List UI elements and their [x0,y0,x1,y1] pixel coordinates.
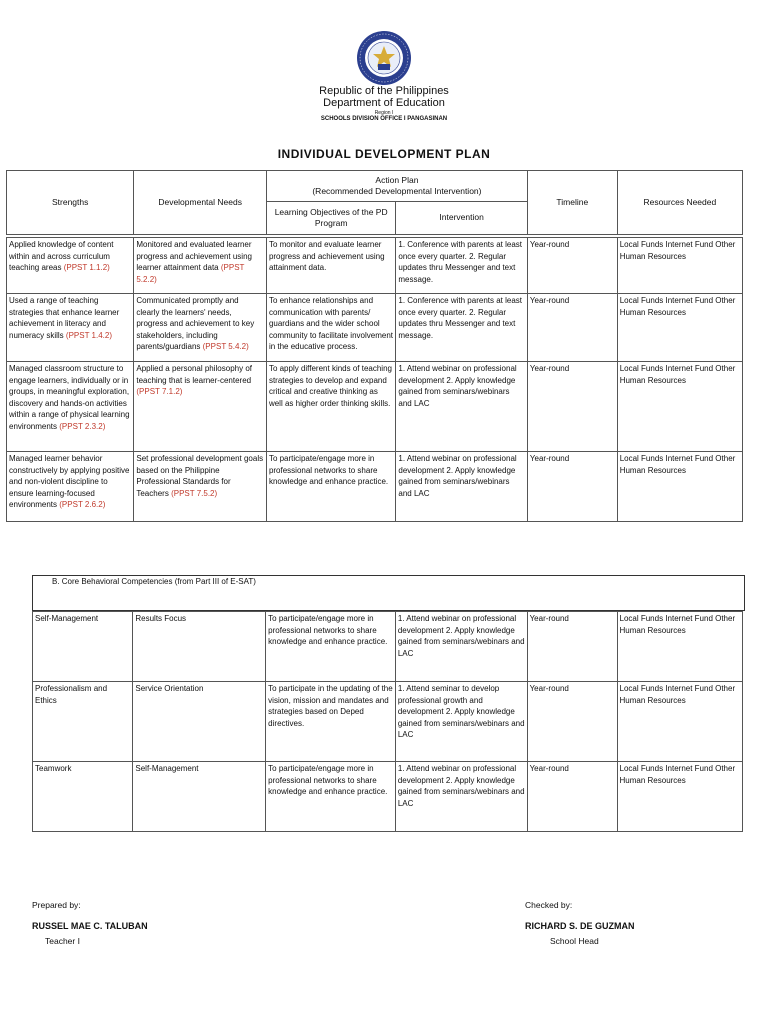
cell-need: Results Focus [133,612,266,682]
cell-need [134,238,267,294]
ppst-code: (PPST 1.1.2) [63,263,110,272]
strength-text: Managed classroom structure to engage learners, individually or in groups, in meaningful exploration, discovery and hands-on activities within a range of physical learning environments [9,364,130,431]
cell-objective: To participate/engage more in professional networks to share knowledge and enhance practice. [266,612,396,682]
header-timeline: Timeline [527,171,617,235]
ppst-code: (PPST 5.2.2) [136,263,245,284]
cell-objective: To participate in the updating of the vision, mission and mandates and strategies based on Deped directives. [266,682,396,762]
ppst-code: (PPST 7.1.2) [136,387,183,396]
cell-resources: Local Funds Internet Fund Other Human Resources [617,762,743,832]
ppst-code: (PPST 2.6.2) [59,500,106,509]
cell-strength [7,452,134,522]
cell-intervention: 1. Attend webinar on professional development 2. Apply knowledge gained from seminars/webinars and LAC [396,452,528,522]
cell-timeline: Year-round [527,294,617,362]
cell-resources: Local Funds Internet Fund Other Human Resources [617,682,743,762]
cell-need [134,362,267,452]
table-row [7,452,743,522]
ppst-code: (PPST 7.5.2) [171,488,218,498]
core-competencies-table [32,611,743,832]
prepared-by-name: RUSSEL MAE C. TALUBAN [32,921,148,931]
need-text: Monitored and evaluated learner progress and achievement using learner attainment data [136,240,252,272]
cell-objective: To participate/engage more in professional networks to share knowledge and enhance practice. [266,452,395,522]
checked-by-name: RICHARD S. DE GUZMAN [525,921,635,931]
cell-resources: Local Funds Internet Fund Other Human Resources [617,612,743,682]
prepared-by-label: Prepared by: [32,900,81,910]
header-intervention: Intervention [396,202,528,235]
ppst-code: (PPST 5.4.2) [202,342,249,351]
cell-timeline: Year-round [527,238,617,294]
cell-timeline: Year-round [527,362,617,452]
cell-intervention: 1. Attend webinar on professional development 2. Apply knowledge gained from seminars/webinars and LAC [395,762,527,832]
table-row [33,612,743,682]
header-department: Department of Education [323,97,445,109]
idp-table [6,170,743,522]
table-row [33,682,743,762]
cell-competency: Teamwork [33,762,133,832]
cell-objective: To participate/engage more in professional networks to share knowledge and enhance practice. [266,762,396,832]
cell-resources: Local Funds Internet Fund Other Human Resources [617,294,742,362]
ppst-code: (PPST 1.4.2) [65,330,113,340]
header-action-plan-line2: (Recommended Developmental Intervention) [312,186,482,196]
cell-objective: To enhance relationships and communication with parents/ guardians and the wider school community to facilitate involvement in the educative process. [266,294,395,362]
cell-intervention: 1. Conference with parents at least once every quarter. 2. Regular updates thru Messenger and text message. [396,238,528,294]
table-row [7,362,743,452]
cell-strength [7,294,134,362]
prepared-by-role: Teacher I [45,936,80,946]
cell-need: Service Orientation [133,682,266,762]
header-division: SCHOOLS DIVISION OFFICE I PANGASINAN [320,116,448,122]
header-learning-objectives: Learning Objectives of the PD Program [266,202,395,235]
ppst-code: (PPST 2.3.2) [59,421,106,431]
header-resources: Resources Needed [617,171,742,235]
section-b-heading: B. Core Behavioral Competencies (from Part III of E-SAT) [52,577,256,586]
cell-competency: Professionalism and Ethics [33,682,133,762]
table-row [7,294,743,362]
cell-resources: Local Funds Internet Fund Other Human Resources [617,362,742,452]
cell-competency: Self-Management [33,612,133,682]
header-action-plan [266,171,527,202]
strength-text: Used a range of teaching strategies that enhance learner achievement in literacy and numeracy skills [9,296,120,340]
cell-need [134,452,267,522]
cell-intervention: 1. Attend seminar to develop professional growth and development 2. Apply knowledge gained from seminars/webinars and LAC [395,682,527,762]
cell-resources: Local Funds Internet Fund Other Human Resources [617,452,742,522]
cell-strength [7,362,134,452]
header-region: Region I [374,110,394,116]
cell-intervention: 1. Attend webinar on professional development 2. Apply knowledge gained from seminars/webinars and LAC [395,612,527,682]
document-title: INDIVIDUAL DEVELOPMENT PLAN [277,147,491,161]
cell-intervention: 1. Attend webinar on professional development 2. Apply knowledge gained from seminars/webinars and LAC [396,362,528,452]
cell-objective: To monitor and evaluate learner progress and achievement using attainment data. [266,238,395,294]
header-developmental-needs: Developmental Needs [134,171,267,235]
cell-timeline: Year-round [527,682,617,762]
checked-by-role: School Head [550,936,599,946]
need-text: Communicated promptly and clearly the learners' needs, progress and achievement to key stakeholders, including parents/guardians [136,296,255,351]
header-strengths: Strengths [7,171,134,235]
cell-strength [7,238,134,294]
header-action-plan-line1: Action Plan [375,174,419,185]
checked-by-label: Checked by: [525,900,573,910]
cell-timeline: Year-round [527,762,617,832]
cell-need [134,294,267,362]
need-text: Set professional development goals based on the Philippine Professional Standards for Teachers [136,454,264,498]
cell-intervention: 1. Conference with parents at least once every quarter. 2. Regular updates thru Messenger and text message. [396,294,528,362]
cell-need: Self-Management [133,762,266,832]
table-row [33,762,743,832]
table-row [7,238,743,294]
need-text: Applied a personal philosophy of teaching that is learner-centered [136,364,252,385]
cell-objective: To apply different kinds of teaching strategies to develop and expand critical and creative thinking as well as higher order thinking skills. [266,362,395,452]
header-republic: Republic of the Philippines [319,85,449,97]
cell-resources: Local Funds Internet Fund Other Human Resources [617,238,742,294]
cell-timeline: Year-round [527,612,617,682]
deped-seal-logo [356,30,412,86]
cell-timeline: Year-round [527,452,617,522]
strength-text: Managed learner behavior constructively by applying positive and non-violent discipline to ensure learning-focused environments [9,454,130,509]
strength-text: Applied knowledge of content within and across curriculum teaching areas [9,240,114,272]
